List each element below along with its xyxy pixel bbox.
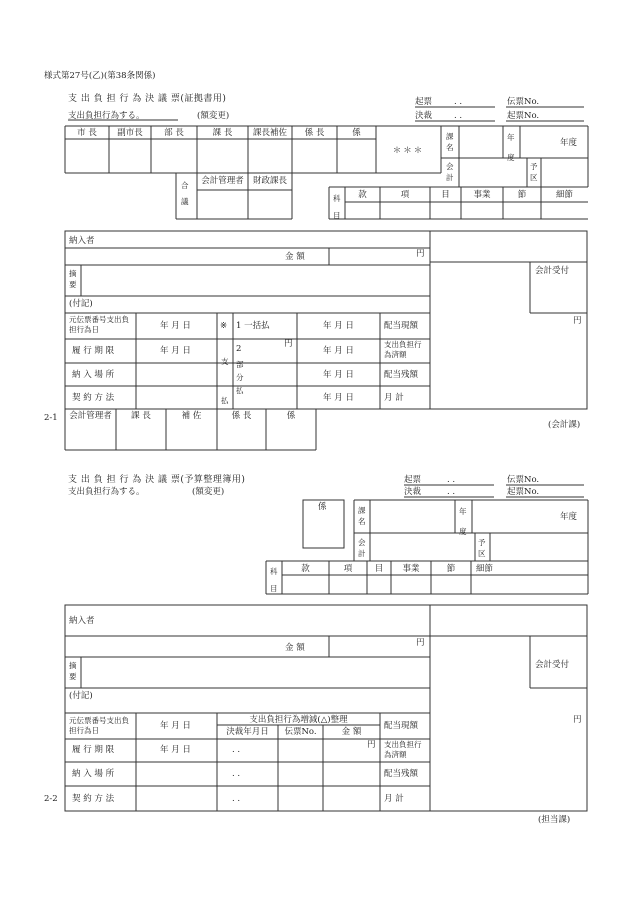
kiso-label-2: 起票 (404, 475, 422, 485)
change-header-no: 伝票No. (284, 727, 317, 737)
alloc-current-label-1: 配当現額 (384, 321, 419, 331)
receipt-label-2: 会計受付 (535, 660, 570, 670)
yoku-label-1: 予区 (530, 162, 538, 182)
payee-label-2: 納入者 (69, 616, 95, 626)
place-label-2: 納 入 場 所 (72, 769, 115, 779)
bottom-header-accounting: 会計管理者 (69, 411, 112, 421)
setsu-header-1: 節 (517, 190, 527, 200)
footer-2: (担当課) (538, 815, 571, 825)
period-date-2: 年 月 日 (160, 745, 191, 755)
change-header-date: 決裁年月日 (226, 727, 269, 737)
amount-change-1: (額変更) (197, 111, 230, 121)
bottom-header-chief: 課 長 (131, 411, 151, 421)
kiso-no-label-2: 起票No. (507, 487, 540, 497)
kakari-label-2: 係 (318, 502, 327, 512)
alloc-done-label-2: 支出負担行為済額 (384, 740, 422, 759)
kou-header-1: 項 (400, 190, 410, 200)
pay-date-2: 年 月 日 (323, 346, 354, 356)
jigyo-header-2: 事業 (402, 564, 420, 574)
amount-label-2: 金 額 (285, 643, 305, 653)
kome-mark: ※ (220, 321, 228, 331)
gogi-label: 合議 (181, 181, 189, 206)
period-date-1: 年 月 日 (160, 346, 191, 356)
gogi-finance-chief: 財政課長 (252, 176, 287, 186)
denpyo-no-label-2: 伝票No. (507, 475, 540, 485)
moku-header-1: 目 (441, 190, 450, 200)
kiso-date-1: . . (454, 97, 463, 107)
orig-date-1: 年 月 日 (160, 321, 191, 331)
kessai-date-2: . . (447, 487, 456, 497)
partial-number: 2 (236, 344, 242, 354)
stamp-header-unit-chief: 係 長 (304, 128, 325, 138)
kaikei-label-1: 会計 (446, 162, 454, 182)
kiso-label-1: 起票 (415, 97, 433, 107)
pay-date-4: 年 月 日 (323, 393, 354, 403)
bottom-header-assistant: 補 佐 (181, 411, 202, 421)
form-number: 様式第27号(乙)(第38条関係) (44, 71, 156, 81)
saisetsu-header-2: 細節 (476, 564, 494, 574)
alloc-current-label-2: 配当現額 (384, 721, 419, 731)
nendo-text-1: 年度 (560, 138, 578, 148)
saisetsu-header-1: 細節 (555, 190, 573, 200)
shiharai-label: 支払 (221, 357, 229, 405)
form-subtitle-2: 支出負担行為する。 (68, 487, 145, 497)
alloc-yen-2: 円 (573, 715, 582, 725)
pay-date-3: 年 月 日 (323, 370, 354, 380)
change-date-2: . . (232, 769, 241, 779)
alloc-yen-1: 円 (573, 316, 582, 326)
change-header-amount: 金 額 (341, 727, 362, 737)
orig-number-label-1: 元伝票番号支出負担行為日 (69, 315, 129, 334)
orig-date-2: 年 月 日 (160, 721, 191, 731)
bottom-header-staff: 係 (286, 411, 296, 421)
month-total-label-2: 月 計 (384, 794, 404, 804)
change-date-3: . . (232, 794, 241, 804)
stamp-header-vice-mayor: 副市長 (117, 128, 143, 138)
summary-label-1: 摘要 (69, 269, 77, 289)
receipt-label-1: 会計受付 (535, 266, 570, 276)
nen-label-1: 年度 (507, 133, 515, 162)
bottom-header-unit-chief: 係 長 (231, 411, 252, 421)
jigyo-header-1: 事業 (473, 190, 491, 200)
payee-label-1: 納入者 (69, 236, 95, 246)
amount-yen-2: 円 (416, 638, 425, 648)
stamp-header-director: 部 長 (164, 128, 184, 138)
ka-name-label-2: 課名 (358, 506, 366, 526)
kessai-date-1: . . (454, 111, 463, 121)
yoku-label-2: 予区 (478, 538, 486, 558)
note-label-2: (付記) (69, 691, 93, 701)
side-id-1: 2-1 (44, 413, 58, 423)
partial-label: 部分払 (236, 360, 244, 395)
form-title-1: 支 出 負 担 行 為 決 議 票(証拠書用) (68, 94, 227, 104)
nen-label-2: 年度 (459, 507, 467, 536)
kan-header-2: 款 (301, 564, 310, 574)
note-label-1: (付記) (69, 299, 93, 309)
place-label-1: 納 入 場 所 (72, 370, 115, 380)
amount-change-2: (額変更) (192, 487, 225, 497)
change-yen: 円 (367, 740, 376, 750)
alloc-done-label-1: 支出負担行為済額 (384, 340, 422, 359)
kan-header-1: 款 (358, 190, 367, 200)
side-id-2: 2-2 (44, 794, 58, 804)
period-label-1: 履 行 期 限 (72, 346, 115, 356)
nendo-text-2: 年度 (560, 512, 578, 522)
stamp-header-staff: 係 (352, 128, 361, 138)
kessai-label-1: 決裁 (415, 111, 433, 121)
stamp-header-assistant-chief: 課長補佐 (252, 128, 287, 138)
form-title-2: 支 出 負 担 行 為 決 議 票(予算整理簿用) (68, 475, 246, 485)
stamp-header-mayor: 市 長 (77, 128, 97, 138)
kaikei-label-2: 会計 (358, 538, 366, 558)
partial-yen: 円 (284, 339, 293, 349)
lump-sum-label: 1 一括払 (236, 321, 270, 331)
period-label-2: 履 行 期 限 (72, 745, 115, 755)
change-date-1: . . (232, 745, 241, 755)
footer-1: (会計課) (548, 420, 581, 430)
form-subtitle-1: 支出負担行為する。 (68, 111, 145, 121)
moku-header-2: 目 (374, 564, 384, 574)
kou-header-2: 項 (343, 564, 353, 574)
denpyo-no-label-1: 伝票No. (507, 97, 540, 107)
setsu-header-2: 節 (446, 564, 456, 574)
method-label-1: 契 約 方 法 (72, 393, 115, 403)
amount-label-1: 金 額 (285, 252, 305, 262)
amount-yen-1: 円 (416, 249, 425, 259)
kiso-date-2: . . (447, 475, 456, 485)
summary-label-2: 摘要 (69, 661, 77, 681)
kessai-label-2: 決裁 (404, 487, 422, 497)
change-title: 支出負担行為増減(△)整理 (249, 715, 348, 725)
kiso-no-label-1: 起票No. (507, 111, 540, 121)
method-label-2: 契 約 方 法 (72, 794, 115, 804)
orig-number-label-2: 元伝票番号支出負担行為日 (69, 716, 129, 735)
month-total-label-1: 月 計 (384, 393, 404, 403)
alloc-remain-label-2: 配当残額 (384, 769, 419, 779)
gogi-accounting-manager: 会計管理者 (201, 176, 244, 186)
stars-mark: ＊＊＊ (392, 146, 425, 156)
pay-date-1: 年 月 日 (323, 321, 354, 331)
ka-name-label-1: 課名 (446, 132, 454, 152)
stamp-header-section-chief: 課 長 (212, 128, 233, 138)
kamoku-label-1: 科目 (333, 194, 341, 220)
kamoku-label-2: 科目 (270, 567, 278, 593)
alloc-remain-label-1: 配当残額 (384, 370, 419, 380)
